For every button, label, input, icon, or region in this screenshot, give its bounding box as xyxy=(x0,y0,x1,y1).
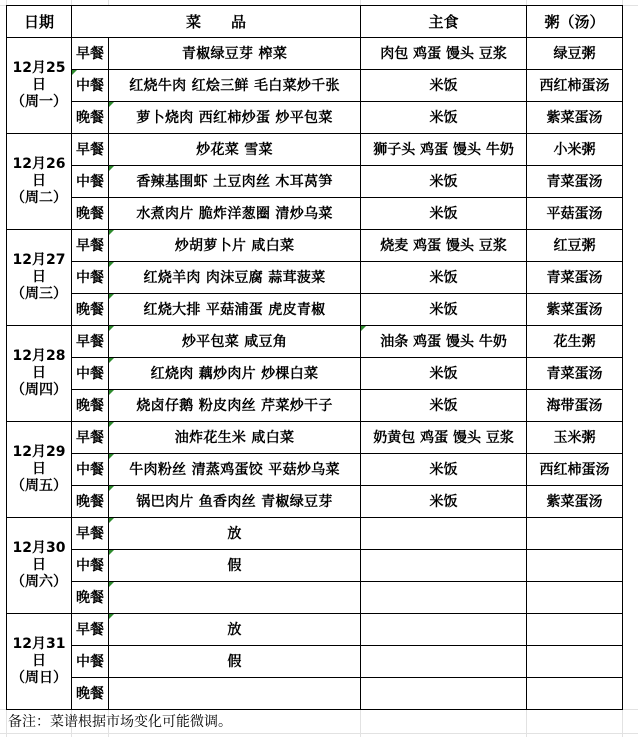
soup-cell[interactable] xyxy=(527,582,623,614)
table-row xyxy=(7,518,623,550)
soup-cell[interactable] xyxy=(527,678,623,710)
date-text: 日 xyxy=(32,461,46,477)
staple-cell[interactable]: 烧麦 鸡蛋 馒头 豆浆 xyxy=(361,230,527,262)
date-cell[interactable] xyxy=(7,422,72,518)
table-row xyxy=(7,70,623,102)
date-text: 12月31 xyxy=(12,636,66,652)
meal-label[interactable]: 晚餐 xyxy=(72,198,109,230)
soup-cell[interactable]: 紫菜蛋汤 xyxy=(527,102,623,134)
dishes-cell[interactable]: 烧卤仔鹅 粉皮肉丝 芹菜炒干子 xyxy=(109,390,361,422)
date-cell[interactable] xyxy=(7,134,72,230)
dishes-cell[interactable]: 放 xyxy=(109,518,361,550)
table-row xyxy=(7,454,623,486)
soup-cell[interactable] xyxy=(527,550,623,582)
dishes-cell[interactable]: 放 xyxy=(109,614,361,646)
meal-label[interactable]: 早餐 xyxy=(72,422,109,454)
staple-cell[interactable] xyxy=(361,550,527,582)
date-text: （周一） xyxy=(11,94,67,110)
dishes-cell[interactable]: 锅巴肉片 鱼香肉丝 青椒绿豆芽 xyxy=(109,486,361,518)
dishes-cell[interactable]: 红烧羊肉 肉沫豆腐 蒜茸菠菜 xyxy=(109,262,361,294)
soup-cell[interactable]: 西红柿蛋汤 xyxy=(527,454,623,486)
table-row xyxy=(7,166,623,198)
date-text: 日 xyxy=(32,77,46,93)
soup-cell[interactable] xyxy=(527,614,623,646)
dishes-cell[interactable]: 炒平包菜 咸豆角 xyxy=(109,326,361,358)
dishes-cell[interactable] xyxy=(109,678,361,710)
date-text: 12月26 xyxy=(12,156,66,172)
meal-label[interactable]: 中餐 xyxy=(72,166,109,198)
meal-label[interactable]: 早餐 xyxy=(72,518,109,550)
staple-cell[interactable]: 米饭 xyxy=(361,358,527,390)
soup-cell[interactable]: 西红柿蛋汤 xyxy=(527,70,623,102)
meal-label[interactable]: 中餐 xyxy=(72,646,109,678)
table-row xyxy=(7,198,623,230)
dishes-cell[interactable]: 青椒绿豆芽 榨菜 xyxy=(109,38,361,70)
date-text: （周四） xyxy=(11,382,67,398)
meal-label[interactable]: 早餐 xyxy=(72,326,109,358)
date-text: （周二） xyxy=(11,190,67,206)
dishes-cell[interactable]: 假 xyxy=(109,550,361,582)
table-row xyxy=(7,646,623,678)
staple-cell[interactable]: 奶黄包 鸡蛋 馒头 豆浆 xyxy=(361,422,527,454)
soup-cell[interactable]: 海带蛋汤 xyxy=(527,390,623,422)
meal-label[interactable]: 晚餐 xyxy=(72,486,109,518)
soup-cell[interactable]: 花生粥 xyxy=(527,326,623,358)
date-text: 日 xyxy=(32,557,46,573)
soup-cell[interactable]: 青菜蛋汤 xyxy=(527,262,623,294)
table-row xyxy=(7,358,623,390)
staple-cell[interactable] xyxy=(361,678,527,710)
dishes-cell[interactable]: 炒花菜 雪菜 xyxy=(109,134,361,166)
date-cell[interactable] xyxy=(7,518,72,614)
dishes-cell[interactable]: 油炸花生米 咸白菜 xyxy=(109,422,361,454)
staple-cell[interactable] xyxy=(361,582,527,614)
table-row xyxy=(7,582,623,614)
header-staple[interactable]: 主食 xyxy=(361,6,527,38)
staple-cell[interactable]: 米饭 xyxy=(361,454,527,486)
staple-cell[interactable]: 米饭 xyxy=(361,198,527,230)
meal-label[interactable]: 早餐 xyxy=(72,614,109,646)
staple-cell[interactable] xyxy=(361,646,527,678)
footnote[interactable]: 备注：菜谱根据市场变化可能微调。 xyxy=(8,714,232,730)
soup-cell[interactable]: 小米粥 xyxy=(527,134,623,166)
header-dishes[interactable]: 菜 品 xyxy=(72,6,361,38)
staple-cell[interactable]: 米饭 xyxy=(361,102,527,134)
soup-cell[interactable] xyxy=(527,646,623,678)
dishes-cell[interactable]: 水煮肉片 脆炸洋葱圈 清炒乌菜 xyxy=(109,198,361,230)
table-row xyxy=(7,326,623,358)
staple-cell[interactable]: 油条 鸡蛋 馒头 牛奶 xyxy=(361,326,527,358)
date-text: （周三） xyxy=(11,286,67,302)
date-text: 12月25 xyxy=(12,60,66,76)
meal-label[interactable]: 中餐 xyxy=(72,358,109,390)
meal-label[interactable]: 中餐 xyxy=(72,262,109,294)
date-text: （周六） xyxy=(11,574,67,590)
date-cell[interactable] xyxy=(7,230,72,326)
table-row xyxy=(7,230,623,262)
meal-label[interactable]: 中餐 xyxy=(72,70,109,102)
header-soup[interactable]: 粥（汤） xyxy=(527,6,623,38)
table-row xyxy=(7,262,623,294)
table-row xyxy=(7,134,623,166)
date-text: （周五） xyxy=(11,478,67,494)
dishes-cell[interactable]: 红烧肉 藕炒肉片 炒棵白菜 xyxy=(109,358,361,390)
dishes-cell[interactable]: 假 xyxy=(109,646,361,678)
date-text: 12月29 xyxy=(12,444,66,460)
soup-cell[interactable]: 绿豆粥 xyxy=(527,38,623,70)
meal-label[interactable]: 晚餐 xyxy=(72,294,109,326)
table-row xyxy=(7,38,623,70)
date-text: 日 xyxy=(32,653,46,669)
dishes-cell[interactable]: 红烧大排 平菇浦蛋 虎皮青椒 xyxy=(109,294,361,326)
table-row xyxy=(7,294,623,326)
header-row xyxy=(7,6,623,38)
table-row xyxy=(7,550,623,582)
dishes-cell[interactable] xyxy=(109,582,361,614)
table-row xyxy=(7,102,623,134)
meal-label[interactable]: 晚餐 xyxy=(72,102,109,134)
date-text: 12月27 xyxy=(12,252,66,268)
soup-cell[interactable]: 青菜蛋汤 xyxy=(527,166,623,198)
table-row xyxy=(7,486,623,518)
staple-cell[interactable]: 米饭 xyxy=(361,390,527,422)
date-text: 12月30 xyxy=(12,540,66,556)
date-cell[interactable] xyxy=(7,614,72,710)
dishes-cell[interactable]: 牛肉粉丝 清蒸鸡蛋饺 平菇炒乌菜 xyxy=(109,454,361,486)
table-row xyxy=(7,422,623,454)
staple-cell[interactable]: 狮子头 鸡蛋 馒头 牛奶 xyxy=(361,134,527,166)
meal-label[interactable]: 中餐 xyxy=(72,550,109,582)
staple-cell[interactable]: 米饭 xyxy=(361,70,527,102)
dishes-cell[interactable]: 萝卜烧肉 西红柿炒蛋 炒平包菜 xyxy=(109,102,361,134)
meal-label[interactable]: 中餐 xyxy=(72,454,109,486)
soup-cell[interactable]: 红豆粥 xyxy=(527,230,623,262)
staple-cell[interactable]: 米饭 xyxy=(361,294,527,326)
dishes-cell[interactable]: 炒胡萝卜片 咸白菜 xyxy=(109,230,361,262)
meal-label[interactable]: 早餐 xyxy=(72,38,109,70)
soup-cell[interactable]: 平菇蛋汤 xyxy=(527,198,623,230)
date-cell[interactable] xyxy=(7,38,72,134)
soup-cell[interactable]: 紫菜蛋汤 xyxy=(527,294,623,326)
date-text: 12月28 xyxy=(12,348,66,364)
staple-cell[interactable]: 米饭 xyxy=(361,262,527,294)
staple-cell[interactable]: 米饭 xyxy=(361,486,527,518)
weekly-menu-table xyxy=(6,5,623,710)
table-row xyxy=(7,614,623,646)
staple-cell[interactable]: 肉包 鸡蛋 馒头 豆浆 xyxy=(361,38,527,70)
soup-cell[interactable]: 紫菜蛋汤 xyxy=(527,486,623,518)
meal-label[interactable]: 晚餐 xyxy=(72,390,109,422)
meal-label[interactable]: 晚餐 xyxy=(72,678,109,710)
soup-cell[interactable]: 青菜蛋汤 xyxy=(527,358,623,390)
soup-cell[interactable]: 玉米粥 xyxy=(527,422,623,454)
staple-cell[interactable] xyxy=(361,518,527,550)
date-text: 日 xyxy=(32,365,46,381)
dishes-cell[interactable]: 香辣基围虾 土豆肉丝 木耳莴笋 xyxy=(109,166,361,198)
staple-cell[interactable]: 米饭 xyxy=(361,166,527,198)
date-text: 日 xyxy=(32,173,46,189)
meal-label[interactable]: 早餐 xyxy=(72,230,109,262)
staple-cell[interactable] xyxy=(361,614,527,646)
date-text: 日 xyxy=(32,269,46,285)
date-cell[interactable] xyxy=(7,326,72,422)
meal-label[interactable]: 晚餐 xyxy=(72,582,109,614)
table-row xyxy=(7,678,623,710)
dishes-cell[interactable]: 红烧牛肉 红烩三鲜 毛白菜炒千张 xyxy=(109,70,361,102)
table-row xyxy=(7,390,623,422)
soup-cell[interactable] xyxy=(527,518,623,550)
meal-label[interactable]: 早餐 xyxy=(72,134,109,166)
header-date[interactable]: 日期 xyxy=(7,6,72,38)
date-text: （周日） xyxy=(11,670,67,686)
